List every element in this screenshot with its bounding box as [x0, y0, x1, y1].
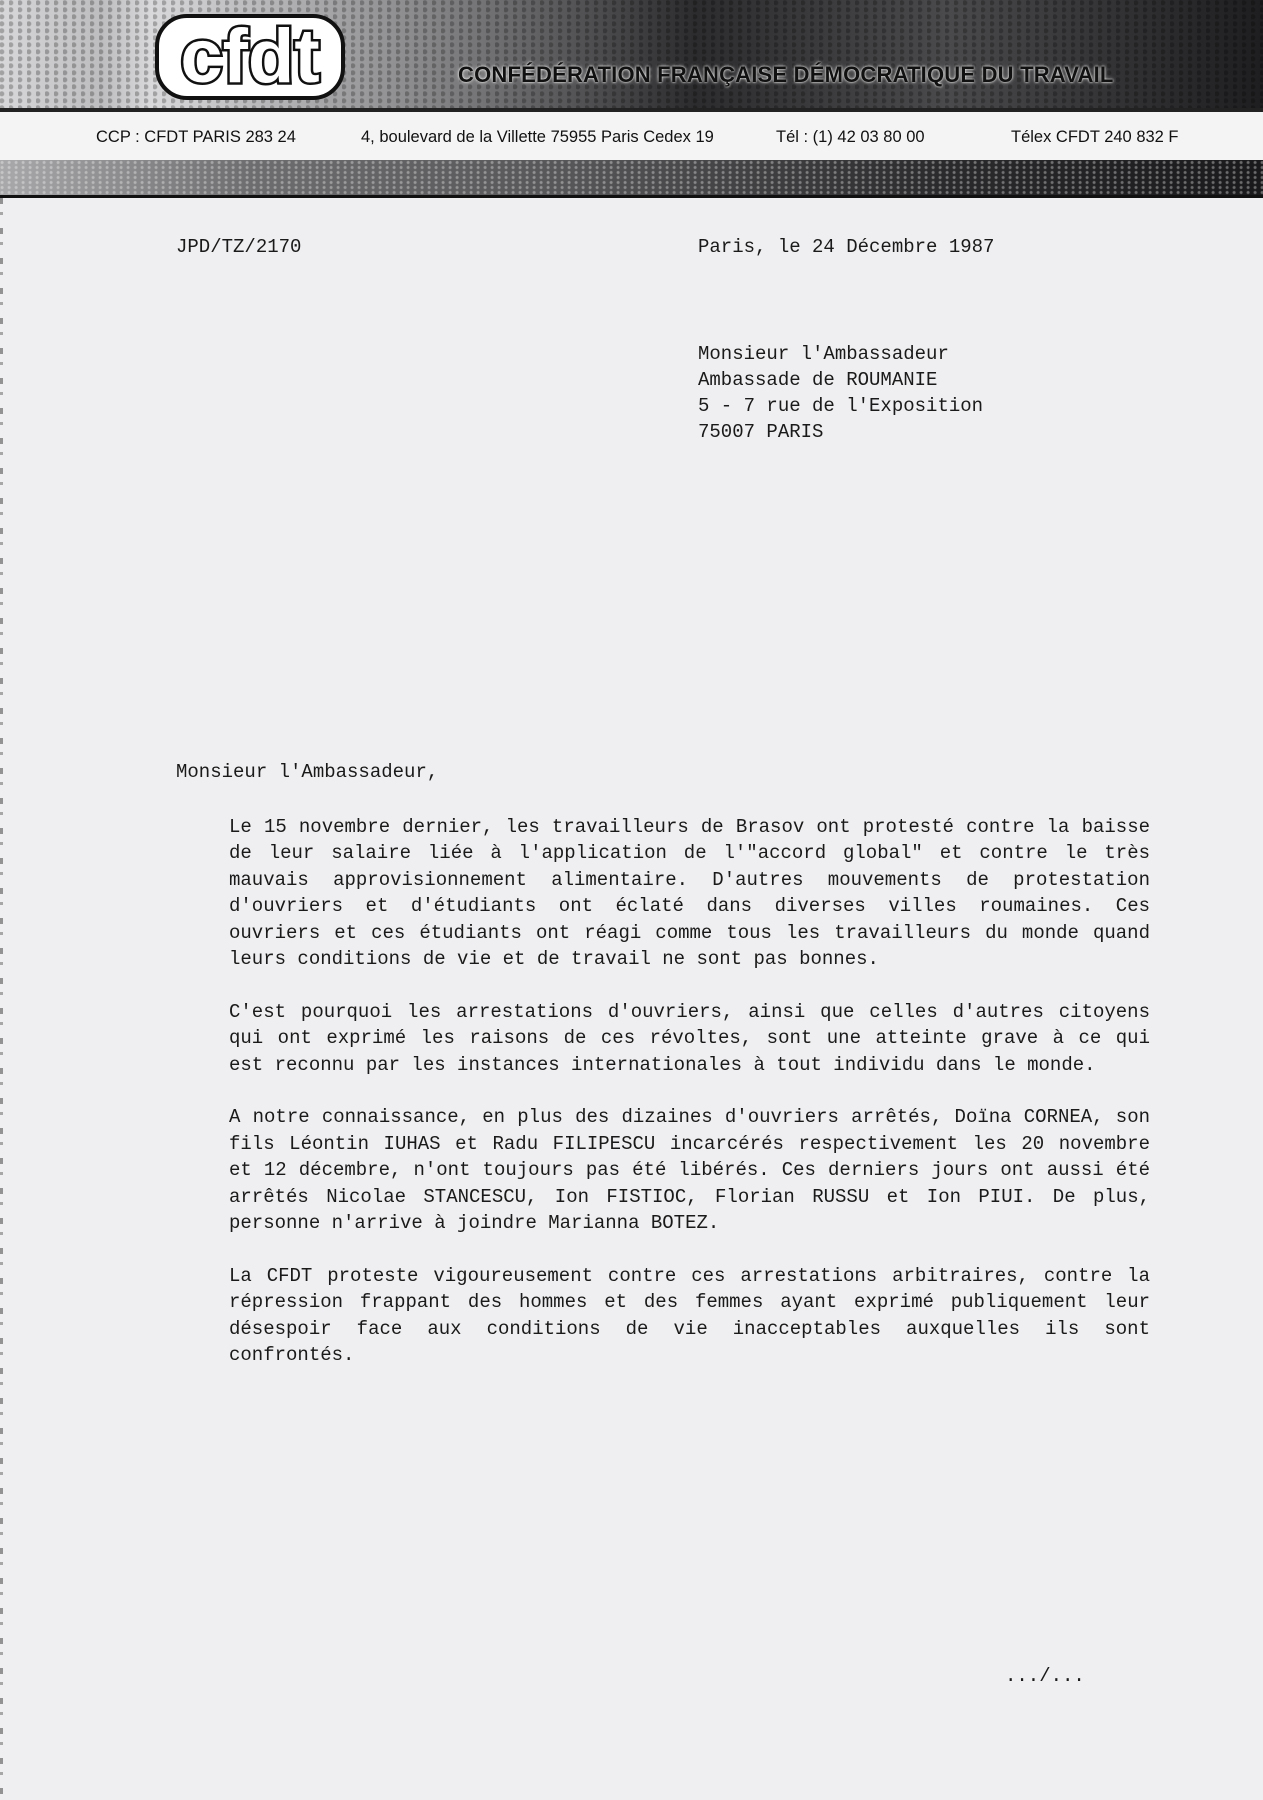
svg-text:cfdt: cfdt [180, 14, 320, 99]
paragraph: C'est pourquoi les arrestations d'ouvriers, ainsi que celles d'autres citoyens qui ont exprimé les raisons de ces révoltes, sont une atteinte grave à ce qui est reconnu par les instances internationales à tout individu dans le monde. [229, 1000, 1150, 1076]
paragraph: Le 15 novembre dernier, les travailleurs de Brasov ont protesté contre la baisse de leur salaire liée à l'application de l'"accord global" et contre le très mauvais approvisionnement alimentaire. D'autres mouvements de protestation d'ouvriers et d'étudiants ont éclaté dans diverses villes roumaines. Ces ouvriers et ces étudiants ont réagi comme tous les travailleurs du monde quand leurs conditions de vie et de travail ne sont pas bonnes. [229, 816, 1150, 971]
letter-date: Paris, le 24 Décembre 1987 [698, 236, 995, 258]
cfdt-logo [155, 10, 345, 102]
ccp-account: CCP : CFDT PARIS 283 24 [96, 128, 296, 146]
paragraph: La CFDT proteste vigoureusement contre ces arrestations arbitraires, contre la répression frappant des hommes et des femmes ayant exprimé publiquement leur désespoir face aux conditions de vie inacceptables auxquelles ils sont confrontés. [229, 1264, 1150, 1367]
reference-number: JPD/TZ/2170 [176, 236, 302, 258]
paragraph: A notre connaissance, en plus des dizaines d'ouvriers arrêtés, Doïna CORNEA, son fils Léontin IUHAS et Radu FILIPESCU incarcérés respectivement les 20 novembre et 12 décembre, n'ont toujours pas été libérés. Ces derniers jours ont aussi été arrêtés Nicolae STANCESCU, Ion FISTIOC, Florian RUSSU et Ion PIUI. De plus, personne n'arrive à joindre Marianna BOTEZ. [229, 1106, 1150, 1235]
postal-address: 4, boulevard de la Villette 75955 Paris Cedex 19 [361, 128, 714, 146]
continued-marker: .../... [1005, 1665, 1085, 1687]
recipient-line: 5 - 7 rue de l'Exposition [698, 395, 984, 417]
page-edge-marks [0, 198, 3, 1800]
organization-name: CONFÉDÉRATION FRANÇAISE DÉMOCRATIQUE DU TRAVAIL [458, 62, 1114, 87]
telephone: Tél : (1) 42 03 80 00 [776, 128, 925, 146]
recipient-address [698, 341, 983, 445]
recipient-line: Monsieur l'Ambassadeur [698, 343, 949, 365]
recipient-line: Ambassade de ROUMANIE [698, 369, 938, 391]
telex: Télex CFDT 240 832 F [1011, 128, 1179, 146]
letterhead-banner [0, 0, 1263, 112]
letterhead-contact-bar [0, 112, 1263, 160]
letterhead-bottom-band [0, 160, 1263, 198]
letter-body [229, 814, 1150, 1395]
salutation: Monsieur l'Ambassadeur, [176, 761, 439, 783]
recipient-line: 75007 PARIS [698, 421, 824, 443]
